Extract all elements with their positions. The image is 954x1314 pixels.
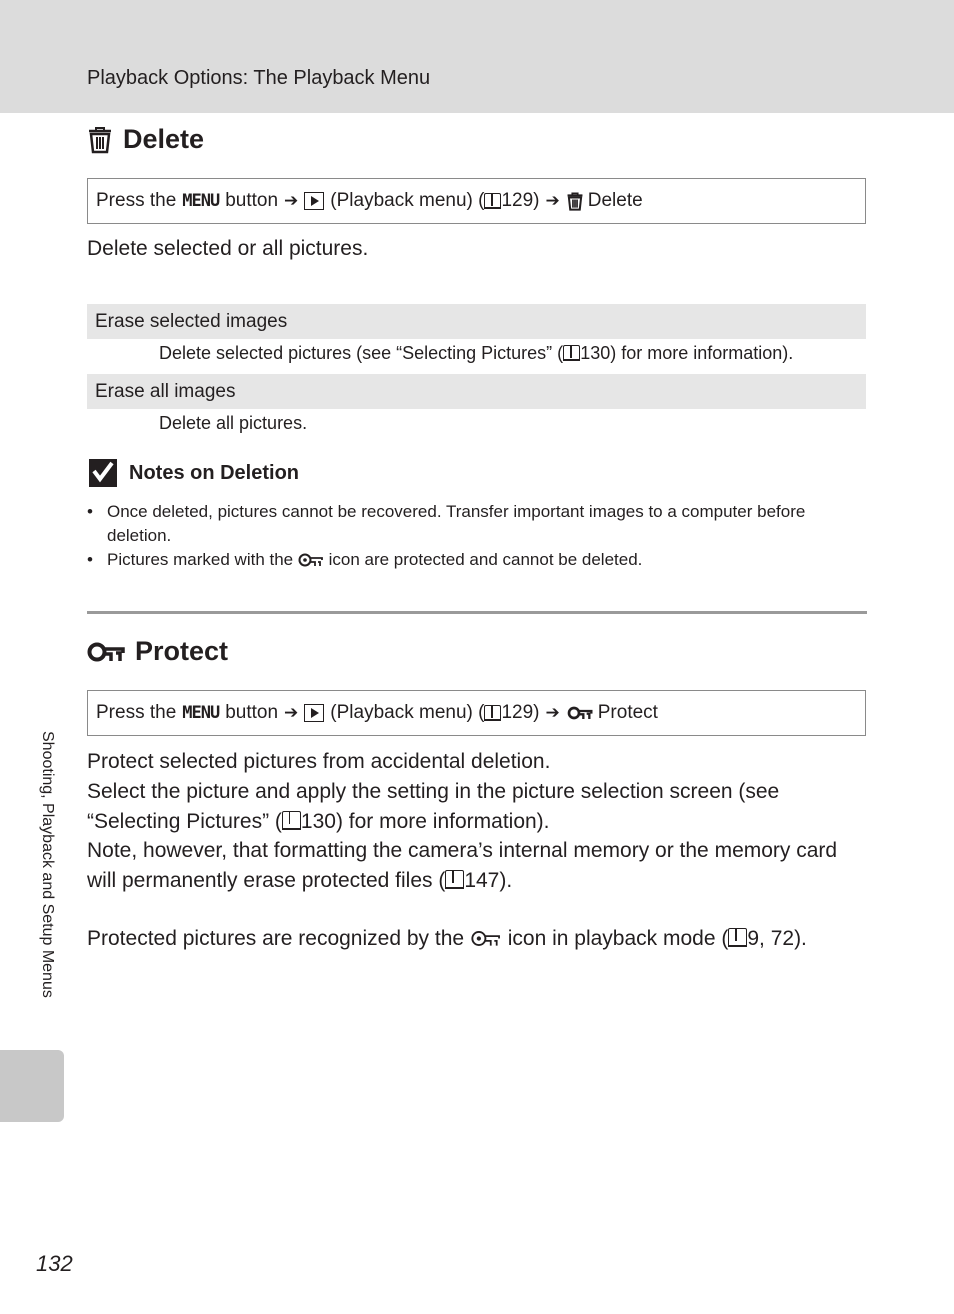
delete-section-title [87, 124, 204, 155]
protect-key-icon [566, 705, 594, 721]
page-reference-icon [282, 811, 301, 830]
page-reference-icon [445, 870, 464, 889]
option-erase-all-desc: Delete all pictures. [159, 413, 308, 433]
protect-paragraph-1: Protect selected pictures from accidental deletion. [87, 750, 551, 773]
trash-icon [87, 126, 113, 154]
protect-key-icon [298, 552, 324, 568]
list-item: • Pictures marked with the icon are protected and cannot be deleted. [87, 548, 847, 572]
protect-menu-path: Press the MENU button ➔ (Playback menu) ( 129) ➔ Protect [87, 690, 866, 736]
section-divider [87, 611, 867, 614]
arrow-right-icon: ➔ [284, 703, 299, 722]
page-reference-icon [728, 928, 747, 947]
arrow-right-icon: ➔ [545, 191, 560, 210]
protect-paragraph-4: Protected pictures are recognized by the icon in playback mode ( 9, 72). [87, 927, 807, 950]
protect-key-icon [470, 929, 502, 948]
page-reference-icon [484, 193, 501, 209]
checkmark-icon [89, 459, 117, 487]
option-erase-selected: Erase selected images [87, 304, 866, 339]
notes-heading [89, 459, 299, 487]
arrow-right-icon: ➔ [284, 191, 299, 210]
playback-icon [304, 704, 324, 722]
option-erase-selected-desc: Delete selected pictures (see “Selecting Pictures” ( 130) for more information). [159, 343, 794, 363]
header-band [0, 0, 954, 113]
chapter-side-label: Shooting, Playback and Setup Menus [39, 731, 56, 998]
protect-key-icon [87, 640, 125, 664]
notes-title: Notes on Deletion [129, 461, 300, 484]
menu-button-glyph: MENU [182, 703, 220, 723]
delete-menu-path: Press the MENU button ➔ (Playback menu) ( 129) ➔ Delete [87, 178, 866, 224]
list-item: • Once deleted, pictures cannot be recovered. Transfer important images to a computer before deletion. [87, 500, 847, 548]
delete-intro: Delete selected or all pictures. [87, 237, 369, 260]
page-number: 132 [36, 1251, 73, 1276]
playback-icon [304, 192, 324, 210]
delete-title-text: Delete [123, 124, 205, 154]
menu-button-glyph: MENU [182, 191, 220, 211]
protect-section-title [87, 636, 228, 667]
running-head: Playback Options: The Playback Menu [87, 67, 431, 89]
arrow-right-icon: ➔ [545, 703, 560, 722]
page-reference-icon [563, 345, 580, 361]
option-erase-all: Erase all images [87, 374, 866, 409]
protect-title-text: Protect [135, 636, 229, 666]
protect-paragraph-3: Note, however, that formatting the camera’s internal memory or the memory card will permanently erase protected files ( 147). [87, 839, 838, 892]
page-reference-icon [484, 705, 501, 721]
protect-paragraph-2: Select the picture and apply the setting in the picture selection screen (see “Selecting Pictures” ( 130) for more information). [87, 780, 780, 833]
trash-icon [566, 192, 584, 211]
notes-list [87, 500, 847, 572]
chapter-tab [0, 1050, 64, 1122]
